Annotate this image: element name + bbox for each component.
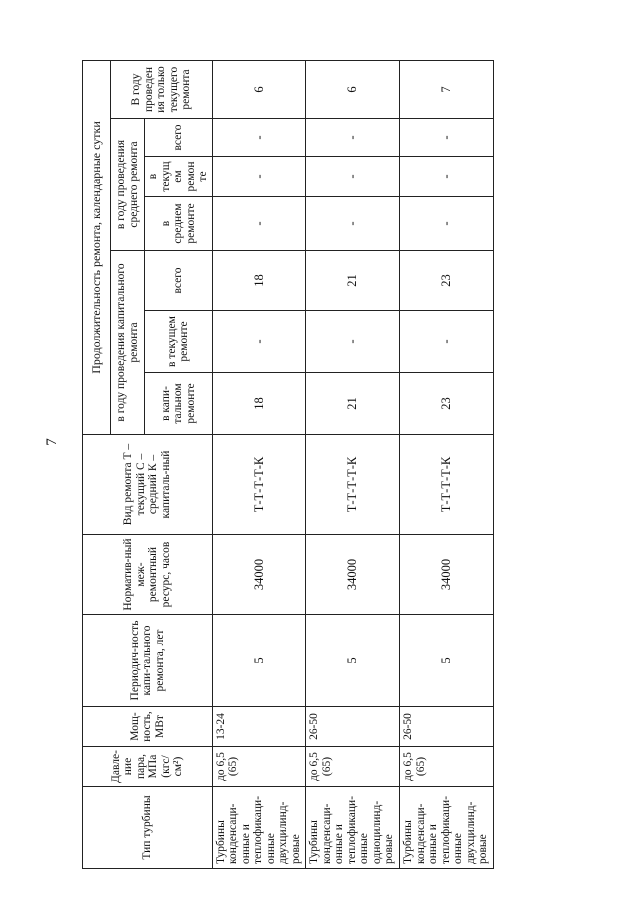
cell-cur-only: 7 [400,61,494,119]
cell-repair-kind: Т-Т-Т-Т-К [306,435,400,535]
cell-total: 21 [306,251,400,311]
cell-power: 13-24 [212,707,306,747]
cell-repair-kind: Т-Т-Т-Т-К [212,435,306,535]
cell-type: Турбины конденсаци-онные и теплофикаци-онные одноцилинд-ровые [306,787,400,869]
header-total: всего [145,251,213,311]
header-in-cur-short: в текущ ем ремон те [145,157,213,197]
cell-type: Турбины конденсаци-онные и теплофикаци-онные двухцилинд-ровые [212,787,306,869]
header-pressure: Давле-ние пара, МПа (кгс/ см²) [83,747,213,787]
cell-in-mid: - [212,197,306,251]
cell-pressure: до 6,5 (65) [306,747,400,787]
cell-total-mid: - [400,119,494,157]
page-number: 7 [44,438,60,446]
table-row [306,61,400,869]
cell-in-cur: - [400,311,494,373]
cell-resource: 34000 [306,535,400,615]
cell-cur-only: 6 [212,61,306,119]
cell-in-cap: 21 [306,373,400,435]
cell-in-cur-mid: - [212,157,306,197]
header-resource: Норматив-ный меж-ремонтный ресурс, часов [83,535,213,615]
header-turbine-type: Тип турбины [83,787,213,869]
rotated-table-container [82,61,494,869]
cell-power: 26-50 [400,707,494,747]
cell-total-mid: - [306,119,400,157]
cell-total-mid: - [212,119,306,157]
cell-in-cap: 18 [212,373,306,435]
header-duration: Продолжительность ремонта, календарные сутки [83,61,111,435]
cell-total: 18 [212,251,306,311]
cell-in-cur: - [306,311,400,373]
header-periodicity: Периодич-ность капи-тального ремонта, лет [83,615,213,707]
table-row [400,61,494,869]
table-row [212,61,306,869]
header-in-mid: в среднем ремонте [145,197,213,251]
cell-resource: 34000 [212,535,306,615]
header-repair-kind: Вид ремонта Т – текущий С – средний К – капиталь-ный [83,435,213,535]
cell-in-cur: - [212,311,306,373]
cell-in-cur-mid: - [400,157,494,197]
header-in-cur: в текущем ремонте [145,311,213,373]
cell-total: 23 [400,251,494,311]
cell-in-mid: - [306,197,400,251]
cell-power: 26-50 [306,707,400,747]
cell-pressure: до 6,5 (65) [212,747,306,787]
header-cur-only: В году проведен ия только текущего ремонта [111,61,213,119]
cell-in-cap: 23 [400,373,494,435]
cell-in-mid: - [400,197,494,251]
cell-periodicity: 5 [212,615,306,707]
header-power: Мощ-ность, МВт [83,707,213,747]
header-in-cap: в капи-тальном ремонте [145,373,213,435]
cell-repair-kind: Т-Т-Т-Т-К [400,435,494,535]
cell-cur-only: 6 [306,61,400,119]
repair-duration-table [82,60,494,869]
cell-periodicity: 5 [400,615,494,707]
header-cap-year: в году проведения капитального ремонта [111,251,145,435]
header-total-mid: всего [145,119,213,157]
header-mid-year: в году проведения среднего ремонта [111,119,145,251]
cell-in-cur-mid: - [306,157,400,197]
cell-type: Турбины конденсаци-онные и теплофикаци-онные двухцилинд-ровые [400,787,494,869]
cell-pressure: до 6,5 (65) [400,747,494,787]
cell-resource: 34000 [400,535,494,615]
cell-periodicity: 5 [306,615,400,707]
